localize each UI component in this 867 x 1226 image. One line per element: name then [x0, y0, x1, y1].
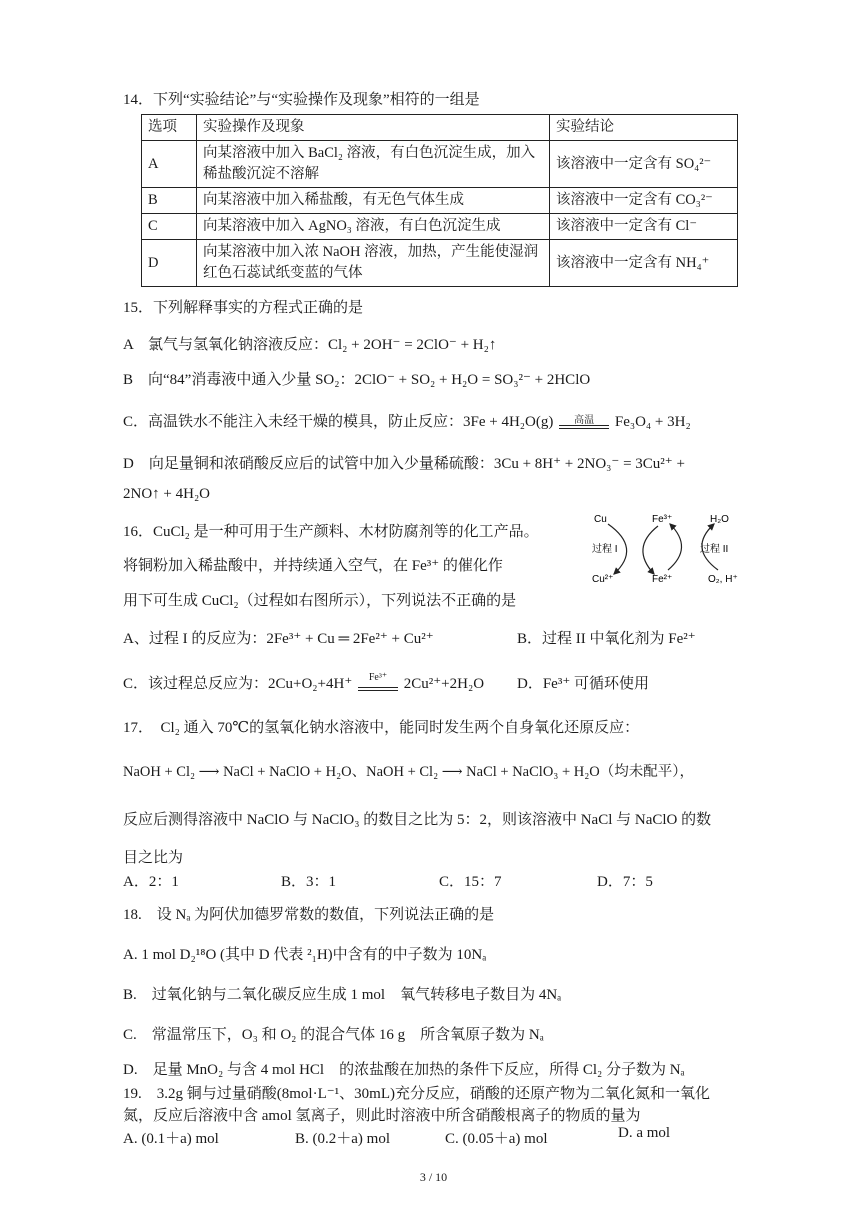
row-operation: 向某溶液中加入浓 NaOH 溶液，加热，产生能使湿润红色石蕊试纸变蓝的气体 — [197, 240, 550, 287]
diagram-h2o: H₂O — [710, 514, 729, 525]
q16-cycle-diagram — [590, 508, 750, 588]
process2-fe-arrow — [668, 524, 682, 570]
diagram-process1: 过程 I — [592, 544, 618, 555]
row-operation: 向某溶液中加入 AgNO₃ 溶液，有白色沉淀生成 — [197, 214, 550, 240]
q18-stem: 18. 设 Nₐ 为阿伏加德罗常数的数值，下列说法正确的是 — [123, 907, 495, 923]
q17-option-a: A．2：1 — [123, 874, 179, 890]
row-conclusion: 该溶液中一定含有 CO₃²⁻ — [550, 188, 738, 214]
diagram-cu2: Cu²⁺ — [592, 574, 614, 585]
row-option: A — [142, 141, 197, 188]
process1-fe-arrow — [643, 526, 658, 574]
q15-option-b: B 向“84”消毒液中通入少量 SO₂：2ClO⁻ + SO₂ + H₂O = SO₃²⁻ + 2HClO — [123, 372, 591, 388]
row-conclusion: 该溶液中一定含有 SO₄²⁻ — [550, 141, 738, 188]
diagram-cu: Cu — [594, 514, 607, 525]
q16-option-c — [123, 672, 484, 693]
q14-table — [141, 114, 738, 287]
header-option: 选项 — [142, 115, 197, 141]
q15-c-post: Fe₃O₄ + 3H₂ — [614, 414, 691, 430]
q17-option-b: B．3：1 — [281, 874, 337, 890]
table-header-row — [142, 115, 738, 141]
q16-stem-line2: 将铜粉加入稀盐酸中，并持续通入空气，在 Fe³⁺ 的催化作 — [123, 558, 503, 574]
row-option: D — [142, 240, 197, 287]
q16-option-b: B．过程 II 中氧化剂为 Fe²⁺ — [517, 631, 696, 647]
q16-c-pre: C．该过程总反应为：2Cu+O₂+4H⁺ — [123, 676, 353, 692]
reaction-arrow — [356, 671, 400, 692]
q19-option-d: D. a mol — [618, 1125, 671, 1141]
q15-c-pre: C．高温铁水不能注入未经干燥的模具，防止反应：3Fe + 4H₂O(g) — [123, 414, 554, 430]
page-number: 3 / 10 — [419, 1170, 448, 1184]
table-row — [142, 240, 738, 287]
q19-option-a: A. (0.1＋a) mol — [123, 1131, 219, 1147]
diagram-fe2: Fe²⁺ — [652, 574, 673, 585]
q16-c-condition: Fe³⁺ — [368, 671, 388, 683]
row-operation: 向某溶液中加入 BaCl₂ 溶液，有白色沉淀生成，加入稀盐酸沉淀不溶解 — [197, 141, 550, 188]
q18-option-a: A. 1 mol D₂¹⁸O (其中 D 代表 ²₁H)中含有的中子数为 10Nₐ — [123, 947, 487, 963]
header-operation: 实验操作及现象 — [197, 115, 550, 141]
q17-option-d: D．7：5 — [597, 874, 653, 890]
header-conclusion: 实验结论 — [550, 115, 738, 141]
q17-stem-line1: 17． Cl₂ 通入 70℃的氢氧化钠水溶液中，能同时发生两个自身氧化还原反应： — [123, 720, 640, 736]
q16-stem-line3: 用下可生成 CuCl₂（过程如右图所示），下列说法不正确的是 — [123, 593, 517, 609]
q19-stem-line2: 氮，反应后溶液中含 amol 氢离子，则此时溶液中所含硝酸根离子的物质的量为 — [123, 1108, 641, 1124]
diagram-o2h: O₂, H⁺ — [708, 574, 738, 585]
reaction-arrow — [557, 416, 611, 430]
q15-c-condition: 高温 — [574, 414, 595, 426]
q17-equations: NaOH + Cl₂ ⟶ NaCl + NaClO + H₂O、NaOH + Cl₂ ⟶ NaCl + NaClO₃ + H₂O（均未配平）， — [123, 764, 695, 780]
table-row — [142, 141, 738, 188]
q17-stem-line3: 反应后测得溶液中 NaClO 与 NaClO₃ 的数目之比为 5：2，则该溶液中 NaCl 与 NaClO 的数 — [123, 812, 712, 828]
row-option: C — [142, 214, 197, 240]
q17-option-c: C．15：7 — [439, 874, 502, 890]
q15-option-d-line1: D 向足量铜和浓硝酸反应后的试管中加入少量稀硫酸：3Cu + 8H⁺ + 2NO₃⁻ = 3Cu²⁺ + — [123, 456, 685, 472]
q16-option-d: D．Fe³⁺ 可循环使用 — [517, 676, 649, 692]
row-option: B — [142, 188, 197, 214]
q19-option-b: B. (0.2＋a) mol — [295, 1131, 390, 1147]
q18-option-c: C. 常温常压下，O₃ 和 O₂ 的混合气体 16 g 所含氧原子数为 Nₐ — [123, 1027, 544, 1043]
table-row — [142, 188, 738, 214]
q19-stem-line1: 19. 3.2g 铜与过量硝酸(8mol·L⁻¹、30mL)充分反应，硝酸的还原产物为二氧化氮和一氧化 — [123, 1086, 710, 1102]
diagram-fe3: Fe³⁺ — [652, 514, 673, 525]
q15-option-d-line2: 2NO↑ + 4H₂O — [123, 486, 211, 502]
q15-stem: 15．下列解释事实的方程式正确的是 — [123, 300, 364, 316]
q15-option-a: A 氯气与氢氧化钠溶液反应：Cl₂ + 2OH⁻ = 2ClO⁻ + H₂↑ — [123, 337, 497, 353]
q15-option-c — [123, 410, 691, 431]
q16-c-post: 2Cu²⁺+2H₂O — [403, 676, 485, 692]
diagram-process2: 过程 II — [700, 544, 729, 555]
table-row — [142, 214, 738, 240]
q19-option-c: C. (0.05＋a) mol — [445, 1131, 548, 1147]
q16-option-a: A、过程 I 的反应为：2Fe³⁺ + Cu ═ 2Fe²⁺ + Cu²⁺ — [123, 631, 434, 647]
q18-option-b: B. 过氧化钠与二氧化碳反应生成 1 mol 氧气转移电子数目为 4Nₐ — [123, 987, 562, 1003]
row-conclusion: 该溶液中一定含有 NH₄⁺ — [550, 240, 738, 287]
q14-stem: 14．下列“实验结论”与“实验操作及现象”相符的一组是 — [123, 92, 480, 108]
row-operation: 向某溶液中加入稀盐酸，有无色气体生成 — [197, 188, 550, 214]
q17-stem-line4: 目之比为 — [123, 850, 184, 866]
row-conclusion: 该溶液中一定含有 Cl⁻ — [550, 214, 738, 240]
q18-option-d: D. 足量 MnO₂ 与含 4 mol HCl 的浓盐酸在加热的条件下反应，所得 Cl₂ 分子数为 Nₐ — [123, 1062, 685, 1078]
q16-stem-line1: 16．CuCl₂ 是一种可用于生产颜料、木材防腐剂等的化工产品。 — [123, 524, 539, 540]
